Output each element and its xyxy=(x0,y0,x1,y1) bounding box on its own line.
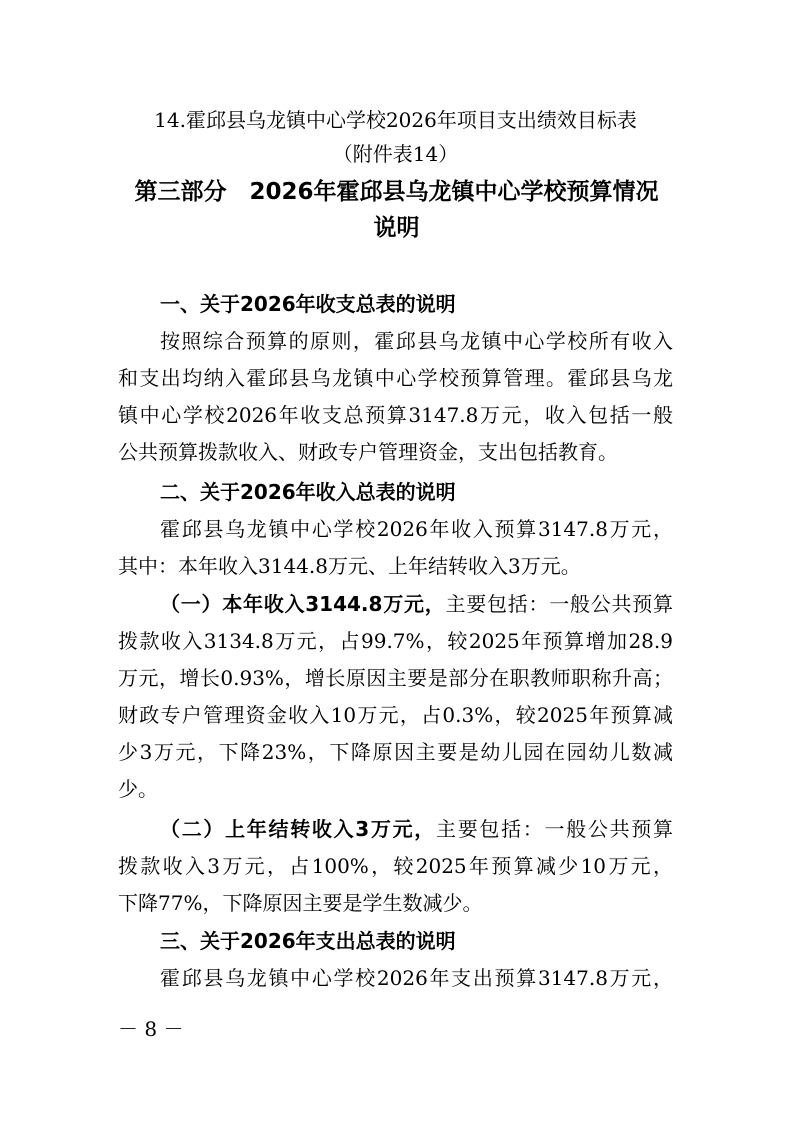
section-title-line1: 第三部分 2026年霍邱县乌龙镇中心学校预算情况 xyxy=(134,179,659,205)
paragraph-1-line-3: 镇中心学校2026年收支总预算3147.8万元，收入包括一般 xyxy=(118,403,673,427)
paragraph-1-line-1: 按照综合预算的原则，霍邱县乌龙镇中心学校所有收入 xyxy=(160,329,673,353)
paragraph-4-line-3: 下降77%，下降原因主要是学生数减少。 xyxy=(118,891,483,915)
paragraph-2-line-2: 其中：本年收入3144.8万元、上年结转收入3万元。 xyxy=(118,554,581,578)
attachment-title: 14.霍邱县乌龙镇中心学校2026年项目支出绩效目标表 xyxy=(154,108,637,132)
section-title-line2: 说明 xyxy=(373,215,420,241)
page-number: － 8 － xyxy=(118,1017,184,1041)
paragraph-3-line-2: 拨款收入3134.8万元，占99.7%，较2025年预算增加28.9 xyxy=(118,629,673,653)
current-year-income-label: （一）本年收入3144.8万元， xyxy=(160,592,446,616)
heading-income-expenditure: 一、关于2026年收支总表的说明 xyxy=(160,292,456,316)
paragraph-3-line-6: 少。 xyxy=(118,777,158,801)
heading-income: 二、关于2026年收入总表的说明 xyxy=(160,480,456,504)
current-year-income-text: 主要包括：一般公共预算 xyxy=(445,592,673,616)
paragraph-3-line-4: 财政专户管理资金收入10万元，占0.3%，较2025年预算减 xyxy=(118,703,673,727)
attachment-note: （附件表14） xyxy=(332,142,459,166)
paragraph-1-line-4: 公共预算拨款收入、财政专户管理资金，支出包括教育。 xyxy=(118,440,618,464)
paragraph-4-line-1 xyxy=(160,816,673,842)
paragraph-1-line-2: 和支出均纳入霍邱县乌龙镇中心学校预算管理。霍邱县乌龙 xyxy=(118,366,673,390)
paragraph-4-line-2: 拨款收入3万元，占100%，较2025年预算减少10万元， xyxy=(118,854,673,878)
carryover-income-label: （二）上年结转收入3万元， xyxy=(160,817,437,841)
paragraph-5-line-1: 霍邱县乌龙镇中心学校2026年支出预算3147.8万元， xyxy=(160,966,673,990)
paragraph-3-line-1 xyxy=(160,591,673,617)
carryover-income-text: 主要包括：一般公共预算 xyxy=(436,817,674,841)
paragraph-2-line-1: 霍邱县乌龙镇中心学校2026年收入预算3147.8万元， xyxy=(160,517,673,541)
paragraph-3-line-3: 万元，增长0.93%，增长原因主要是部分在职教师职称升高； xyxy=(118,666,673,690)
heading-expenditure: 三、关于2026年支出总表的说明 xyxy=(160,929,456,953)
paragraph-3-line-5: 少3万元，下降23%，下降原因主要是幼儿园在园幼儿数减 xyxy=(118,740,673,764)
